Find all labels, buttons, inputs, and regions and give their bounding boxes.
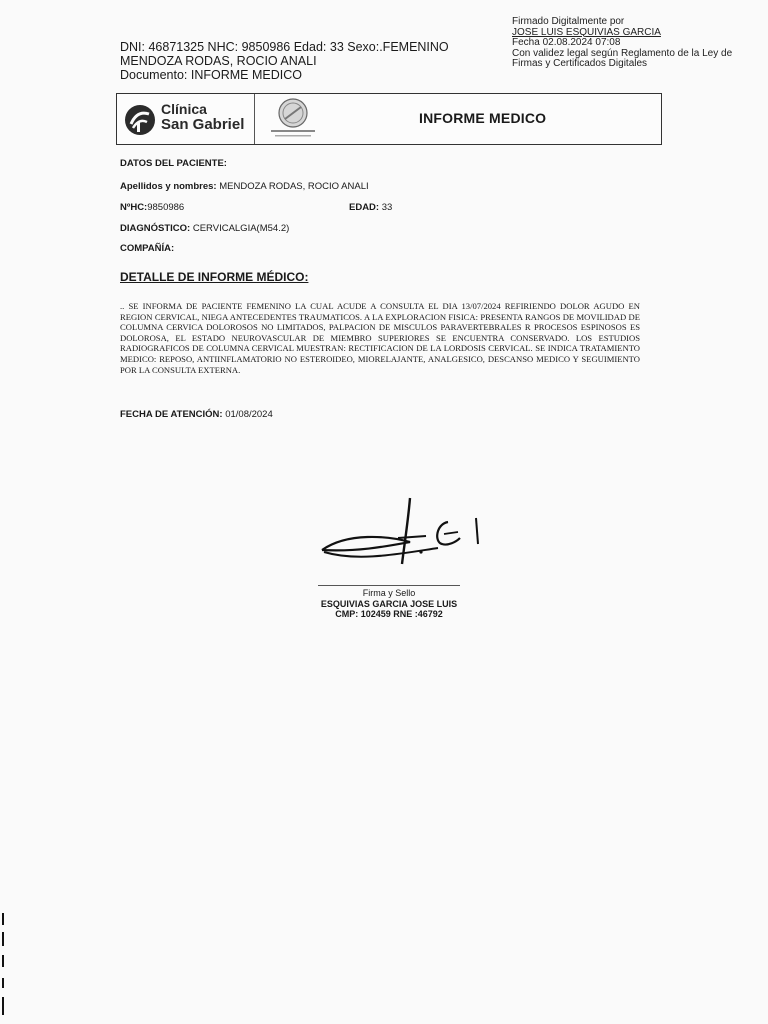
- digital-signature-notice: [512, 17, 732, 70]
- document-meta: [120, 40, 449, 82]
- clinic-name-line1: Clínica: [161, 101, 207, 117]
- patient-hc-label: NºHC:: [120, 202, 148, 213]
- patient-names-label: Apellidos y nombres:: [120, 181, 217, 192]
- signature-block: [318, 588, 460, 620]
- header-divider: [254, 94, 255, 144]
- patient-section-label: [120, 158, 227, 169]
- accreditation-seal-icon: [263, 97, 323, 141]
- digital-signature-date: Fecha 02.08.2024 07:08: [512, 37, 621, 48]
- detail-text: .. SE INFORMA DE PACIENTE FEMENINO LA CUAL ACUDE A CONSULTA EL DIA 13/07/2024 REFIRIENDO DOLOR AGUDO EN REGION CERVICAL, NIEGA ANTECEDENTES TRAUMATICOS. A LA EXPLORACION FISICA: PRESENTA RANGOS DE MOVILIDAD DE COLUMNA CERVICA DOLOROSOS NO LIMITADOS, PALPACION DE MISCULOS PARAVERTEBRALES R PROCESOS ESPINOSOS ES DOLOROSA, EL ESTADO NEUROVASCULAR DE MIEMBRO SUPERIORES SE ENCUENTRA CONSERVADO. LOS ESTUDIOS RADIOGRAFICOS DE COLUMNA CERVICAL MUESTRAN: RECTIFICACION DE LA LORDOSIS CERVICAL. SE INDICA TRATAMIENTO MEDICO: REPOSO, ANTIINFLAMATORIO NO ESTEROIDEO, MIORELAJANTE, ANALGESICO, DESCANSO MEDICO Y SEGUIMIENTO POR LA CONSULTA EXTERNA.: [120, 301, 640, 375]
- attention-date-row: [120, 409, 273, 420]
- patient-age-row: [349, 202, 392, 213]
- patient-hc-row: [120, 202, 184, 213]
- report-title: INFORME MEDICO: [419, 110, 547, 126]
- meta-line-dni: DNI: 46871325 NHC: 9850986 Edad: 33 Sexo:.FEMENINO: [120, 40, 449, 54]
- clinic-logo-icon: [123, 102, 157, 138]
- report-header: [116, 93, 662, 145]
- attention-date-value: 01/08/2024: [225, 409, 273, 420]
- scan-mark: [2, 913, 4, 925]
- scan-mark: [2, 932, 4, 946]
- patient-names-value: MENDOZA RODAS, ROCIO ANALI: [219, 181, 369, 192]
- scan-mark: [2, 955, 4, 967]
- attention-date-label: FECHA DE ATENCIÓN:: [120, 409, 223, 420]
- patient-company-row: [120, 243, 174, 254]
- patient-names-row: [120, 181, 369, 192]
- patient-diagnosis-row: [120, 223, 289, 234]
- patient-age-value: 33: [381, 202, 393, 213]
- patient-diagnosis-value: CERVICALGIA(M54.2): [192, 223, 290, 234]
- patient-hc-value: 9850986: [147, 202, 185, 213]
- signature-line: [318, 585, 460, 586]
- clinic-logo: [123, 100, 263, 140]
- patient-section-heading: DATOS DEL PACIENTE:: [120, 158, 227, 169]
- scan-mark: [2, 978, 4, 988]
- doctor-credentials: CMP: 102459 RNE :46792: [335, 609, 443, 619]
- patient-diagnosis-label: DIAGNÓSTICO:: [120, 223, 191, 234]
- digital-signature-law: Firmas y Certificados Digitales: [512, 58, 648, 69]
- digital-signature-validity: Con validez legal según Reglamento de la Ley de: [512, 47, 733, 59]
- scan-mark: [2, 997, 4, 1015]
- digital-signature-signer: JOSE LUIS ESQUIVIAS GARCIA: [512, 26, 661, 38]
- meta-line-document: Documento: INFORME MEDICO: [120, 68, 302, 82]
- handwritten-signature-icon: [318, 492, 488, 574]
- detail-section-title: DETALLE DE INFORME MÉDICO:: [120, 270, 309, 284]
- patient-company-label: COMPAÑÍA:: [120, 243, 175, 254]
- clinic-name-line2: San Gabriel: [161, 116, 245, 133]
- patient-age-label: EDAD:: [349, 202, 380, 213]
- digital-signature-line: Firmado Digitalmente por: [512, 16, 625, 27]
- doctor-name: ESQUIVIAS GARCIA JOSE LUIS: [320, 598, 458, 609]
- meta-line-name: MENDOZA RODAS, ROCIO ANALI: [120, 54, 317, 68]
- clinic-name: [161, 102, 244, 133]
- signature-label: Firma y Sello: [362, 588, 416, 598]
